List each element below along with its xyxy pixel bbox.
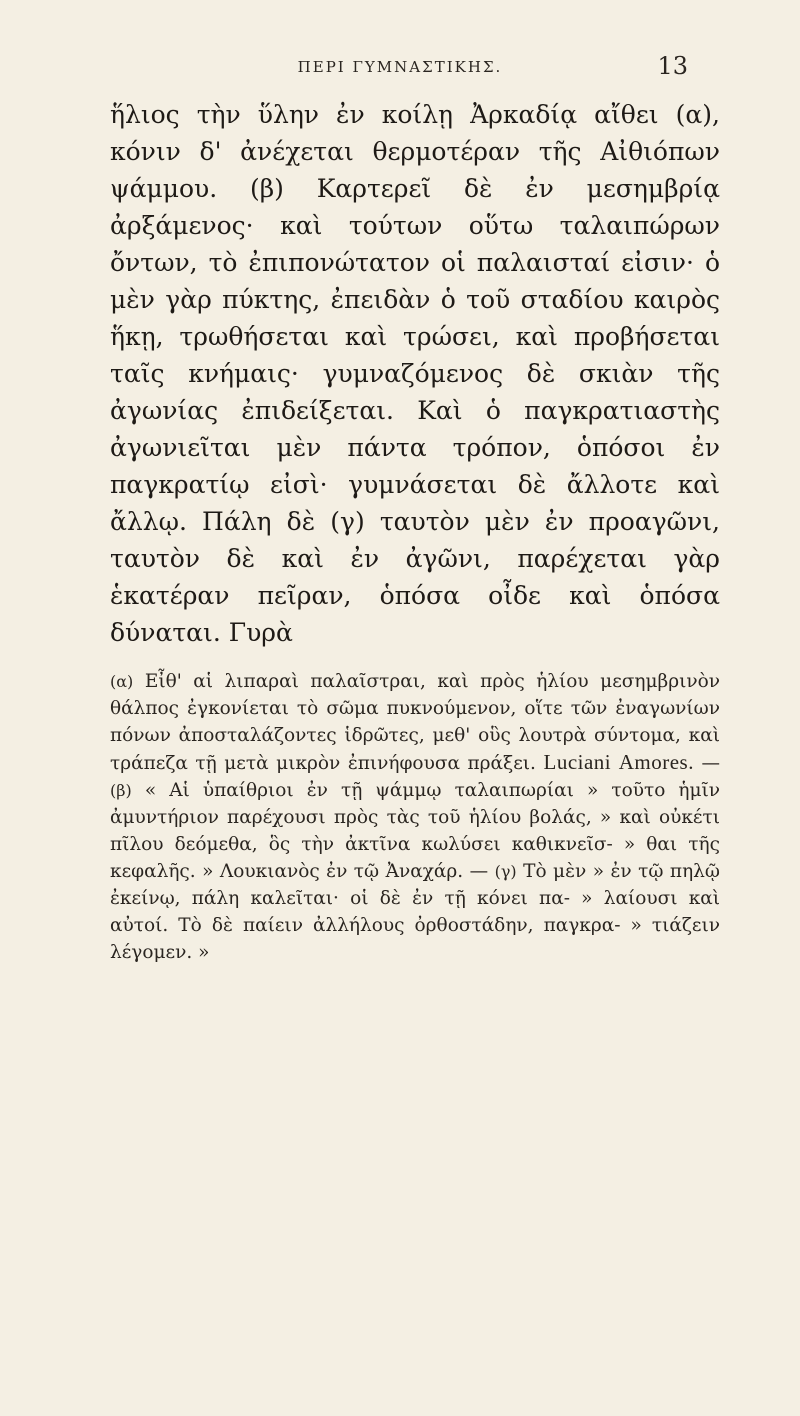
footnote-a-text: Εἶθ' αἱ λιπαραὶ παλαῖστραι, καὶ πρὸς ἡλίου μεσημβρινὸν θάλπος ἐγκονίεται τὸ σῶμα πυκνούμενον, οἵτε τῶν ἐναγωνίων πόνων ἀποσταλάζοντες ἱδρῶτες, μεθ' οὓς λουτρὰ σύντομα, καὶ τράπεζα τῇ μετὰ μικρὸν ἐπινήφουσα πράξει. bbox=[110, 671, 720, 774]
footnote-a-marker: (α) bbox=[110, 672, 134, 691]
footnote-c-marker: (γ) bbox=[494, 862, 517, 881]
footnote-b-text: « Αἱ ὑπαίθριοι ἐν τῇ ψάμμῳ ταλαιπωρίαι » τοῦτο ἡμῖν ἀμυντήριον παρέχουσι πρὸς τὰς τοῦ ἡλίου βολάς, » καὶ οὐκέτι πῖλου δεόμεθα, ὃς τὴν ἀκτῖνα κωλύσει καθικνεῖσ- » θαι τῆς κεφαλῆς. » Λουκιανὸς ἐν τῷ Ἀναχάρ. bbox=[110, 780, 721, 882]
footnote-a-work: Amores. bbox=[618, 750, 694, 774]
footnote-a: (α) Εἶθ' αἱ λιπαραὶ παλαῖστραι, καὶ πρὸς ἡλίου μεσημβρινὸν θάλπος ἐγκονίεται τὸ σῶμα πυκνούμενον, οἵτε τῶν ἐναγωνίων πόνων ἀποσταλάζοντες ἱδρῶτες, μεθ' οὓς λουτρὰ σύντομα, καὶ τράπεζα τῇ μετὰ μικρὸν ἐπινήφουσα πράξει. Luciani Amores. — (β) « Αἱ ὑπαίθριοι ἐν τῇ ψάμμῳ ταλαιπωρίαι » τοῦτο ἡμῖν ἀμυντήριον παρέχουσι πρὸς τὰς τοῦ ἡλίου βολάς, » καὶ οὐκέτι πῖλου δεόμεθα, ὃς τὴν ἀκτῖνα κωλύσει καθικνεῖσ- » θαι τῆς κεφαλῆς. » Λουκιανὸς ἐν τῷ Ἀναχάρ. — (γ) Τὸ μὲν » ἐν τῷ πηλῷ ἐκείνῳ, πάλη καλεῖται· οἱ δὲ ἐν τῇ κόνει πα- » λαίουσι καὶ αὐτοί. Τὸ δὲ παίειν ἀλλήλους ὀρθοστάδην, παγκρα- » τιάζειν λέγομεν. » bbox=[110, 671, 721, 963]
footnotes bbox=[110, 668, 720, 966]
running-title: ΠΕΡΙ ΓΥΜΝΑΣΤΙΚΗΣ. bbox=[297, 58, 503, 76]
footnote-a-author: Luciani bbox=[543, 750, 612, 774]
page-number: 13 bbox=[657, 52, 688, 80]
footnote-b-marker: (β) bbox=[110, 781, 132, 800]
main-text-paragraph: ἥλιος τὴν ὕλην ἐν κοίλῃ Ἀρκαδίᾳ αἴθει (α), κόνιν δ' ἀνέχεται θερμοτέραν τῆς Αἰθιόπων ψάμμου. (β) Καρτερεῖ δὲ ἐν μεσημβρίᾳ ἀρξάμενος· καὶ τούτων οὕτω ταλαιπώρων ὄντων, τὸ ἐπιπονώτατον οἱ παλαισταί εἰσιν· ὁ μὲν γὰρ πύκτης, ἐπειδὰν ὁ τοῦ σταδίου καιρὸς ἥκῃ, τρωθήσεται καὶ τρώσει, καὶ προβήσεται ταῖς κνήμαις· γυμναζόμενος δὲ σκιὰν τῆς ἀγωνίας ἐπιδείξεται. Καὶ ὁ παγκρατιαστὴς ἀγωνιεῖται μὲν πάντα τρόπον, ὁπόσοι ἐν παγκρατίῳ εἰσὶ· γυμνάσεται δὲ ἄλλοτε καὶ ἄλλῳ. Πάλη δὲ (γ) ταυτὸν μὲν ἐν προαγῶνι, ταυτὸν δὲ καὶ ἐν ἀγῶνι, παρέχεται γὰρ ἑκατέραν πεῖραν, ὁπόσα οἶδε καὶ ὁπόσα δύναται. Γυρὰ bbox=[110, 100, 720, 647]
footnote-c-text: Τὸ μὲν » ἐν τῷ πηλῷ ἐκείνῳ, πάλη καλεῖται· οἱ δὲ ἐν τῇ κόνει πα- » λαίουσι καὶ αὐτοί. Τὸ δὲ παίειν ἀλλήλους ὀρθοστάδην, παγκρα- » τιάζειν λέγομεν. » bbox=[110, 861, 720, 963]
